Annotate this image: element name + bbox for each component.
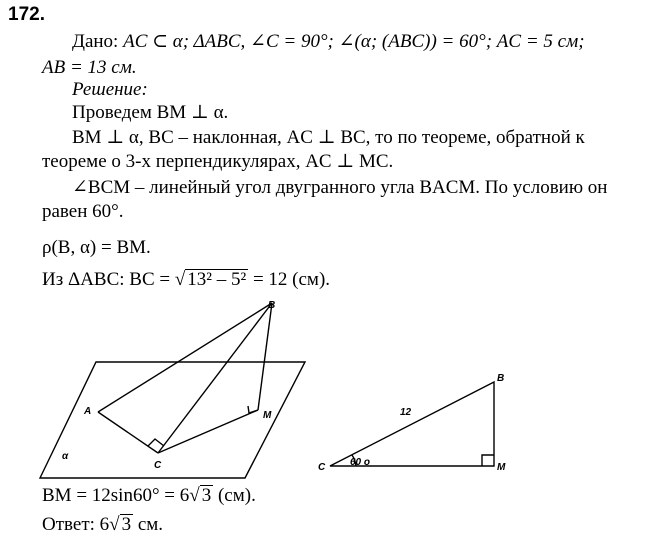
reasoning-line-2: теореме о 3-х перпендикулярах, AC ⊥ MC. (42, 151, 394, 172)
triangle-bcm (330, 382, 494, 466)
angle-line-1: ∠BCM – линейный угол двугранного угла BACM. По условию он (72, 177, 608, 198)
bm-prefix: BM = 12sin60° = (42, 485, 180, 506)
bm-suffix: (см). (213, 485, 256, 506)
label-b2: B (497, 373, 505, 384)
distance-statement: ρ(B, α) = BM. (42, 237, 151, 258)
bc-prefix: Из ΔABC: BC = (42, 269, 175, 290)
sqrt-sign: √ 13² – 5² (174, 269, 247, 290)
label-c: C (154, 460, 162, 471)
given-line-2: AB = 13 см. (42, 57, 137, 78)
sqrt-sign: √ 3 (109, 514, 132, 535)
right-angle-mark (482, 455, 494, 466)
bc-radicand: 13² – 5² (187, 269, 247, 290)
answer-coef: 6 (99, 514, 110, 535)
angle-line-2: равен 60°. (42, 201, 124, 222)
answer-prefix: Ответ: (42, 514, 100, 535)
sqrt-sign: √ 3 (189, 485, 212, 506)
label-hypotenuse: 12 (400, 407, 412, 418)
answer-suffix: см. (133, 514, 164, 535)
label-m: M (263, 410, 272, 421)
reasoning-line-1: BM ⊥ α, BC – наклонная, AC ⊥ BC, то по теореме, обратной к (72, 127, 585, 148)
answer-radicand: 3 (121, 514, 132, 535)
problem-number: 172. (8, 4, 45, 25)
construct-statement: Проведем BM ⊥ α. (72, 102, 229, 123)
given-text: AC ⊂ α; ΔABC, ∠C = 90°; ∠(α; (ABC)) = 60°; AC = 5 см; (123, 31, 585, 52)
bm-radicand: 3 (201, 485, 212, 506)
label-alpha: α (62, 451, 69, 462)
solution-heading: Решение: (72, 79, 148, 100)
label-b: B (268, 300, 276, 311)
bm-coef: 6 (179, 485, 190, 506)
bc-suffix: = 12 (см). (248, 269, 331, 290)
given-lead: Дано: (72, 31, 124, 52)
label-a: A (84, 406, 92, 417)
label-c2: C (318, 462, 326, 473)
label-m2: M (497, 462, 506, 473)
label-angle: 60 o (350, 457, 371, 468)
